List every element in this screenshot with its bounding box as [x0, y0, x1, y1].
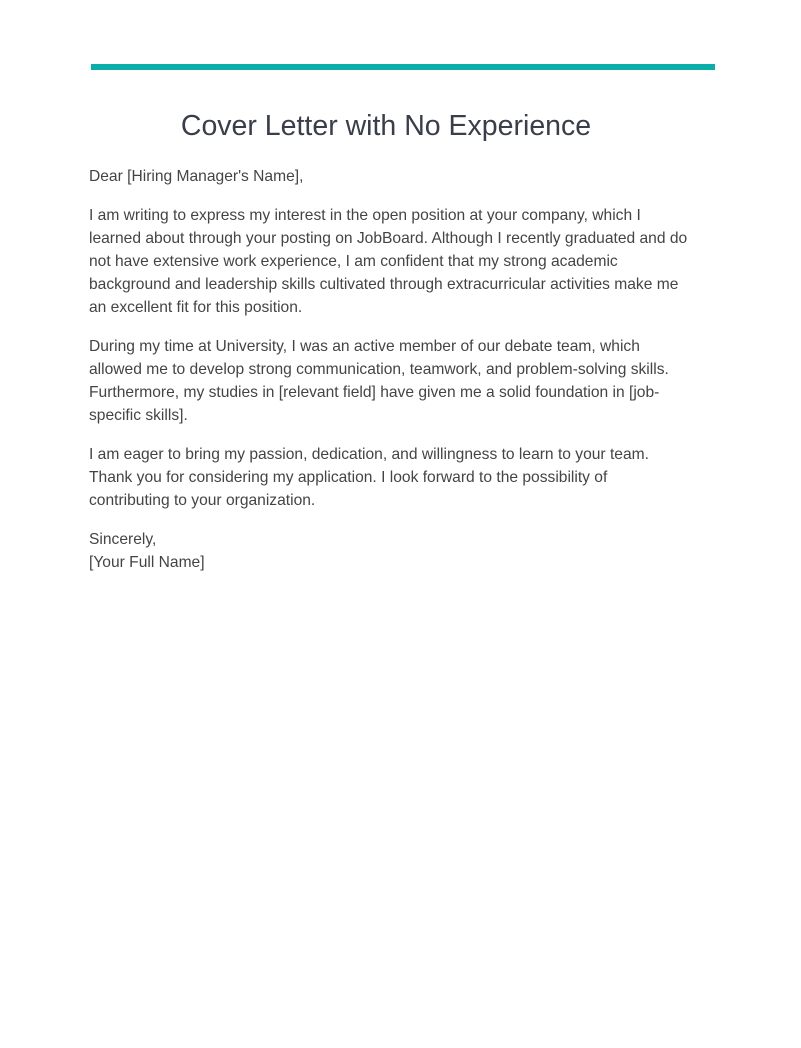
signature: [Your Full Name] — [89, 554, 205, 571]
salutation: Dear [Hiring Manager's Name], — [89, 168, 304, 185]
paragraph-experience: During my time at University, I was an active member of our debate team, which allowed me to develop strong communication, teamwork, and problem-solving skills. Furthermore, my studies in [relevant field] have given me a solid foundation in [job-specific skills]. — [89, 338, 669, 424]
document-title: Cover Letter with No Experience — [180, 110, 592, 142]
paragraph-intro: I am writing to express my interest in the open position at your company, which I learned about through your posting on JobBoard. Although I recently graduated and do not have extensive work experience, I am confident that my strong academic background and leadership skills cultivated through extracurricular activities make me an excellent fit for this position. — [89, 207, 688, 316]
paragraph-closing: I am eager to bring my passion, dedication, and willingness to learn to your team. Thank you for considering my application. I look forward to the possibility of contributing to your organization. — [89, 446, 649, 509]
letter-body — [89, 165, 689, 574]
closing: Sincerely, — [89, 531, 157, 548]
accent-bar — [91, 64, 715, 70]
